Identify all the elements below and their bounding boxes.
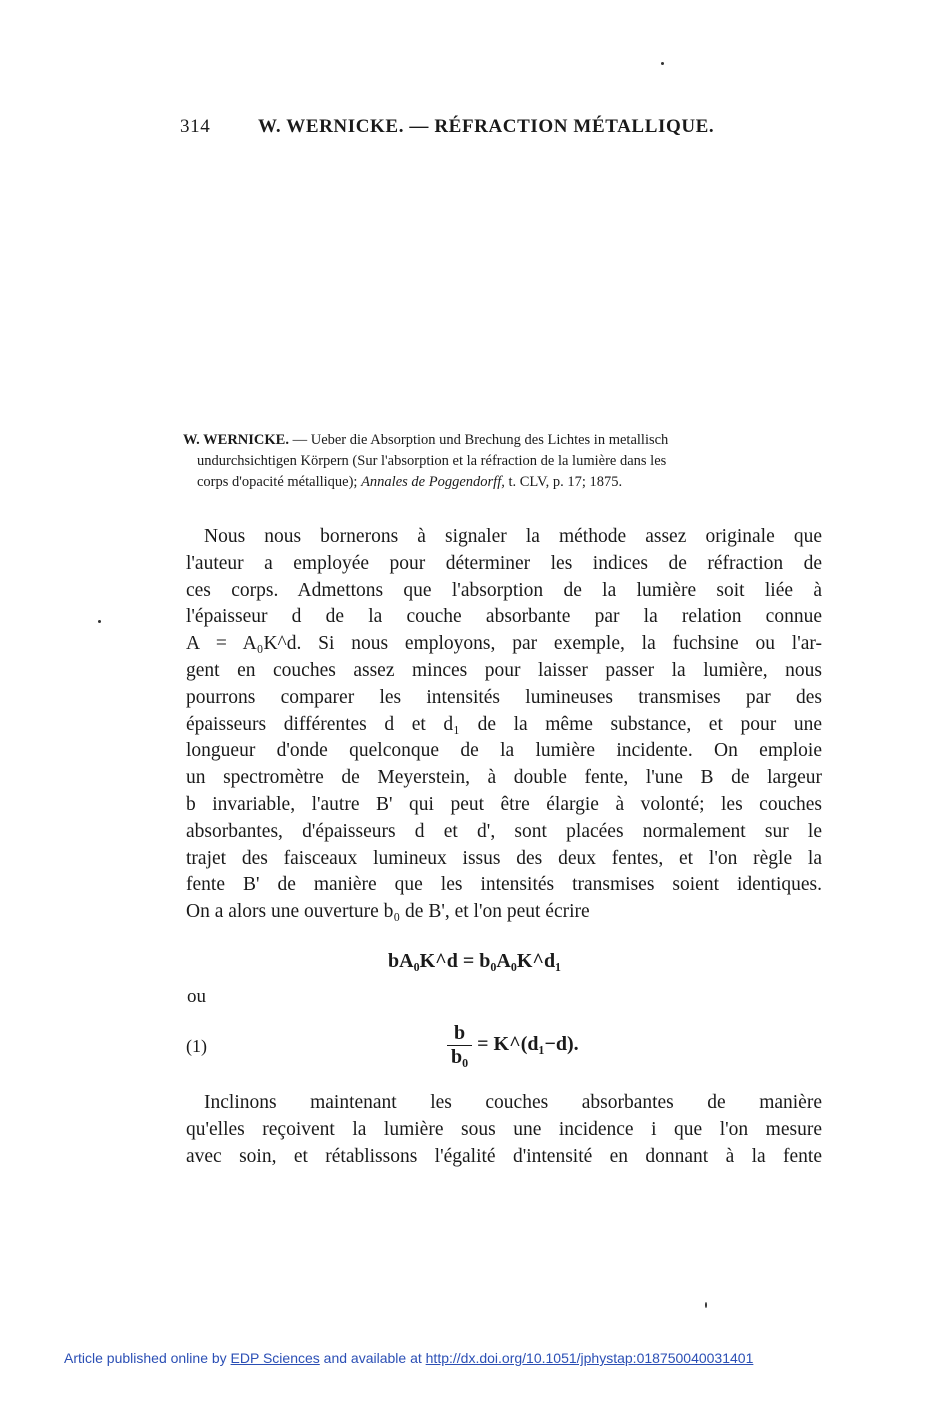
- text-line: absorbantes, d'épaisseurs d et d', sont placées normalement sur le: [186, 820, 822, 842]
- publisher-link[interactable]: EDP Sciences: [230, 1350, 320, 1366]
- fraction: [447, 1022, 472, 1069]
- reference-journal: Annales de Poggendorff,: [361, 474, 505, 490]
- text-line: qu'elles reçoivent la lumière sous une incidence i que l'on mesure: [186, 1118, 822, 1140]
- text-line: On a alors une ouverture b₀ de B', et l'on peut écrire: [186, 901, 590, 923]
- fraction-denominator: b₀: [451, 1046, 469, 1068]
- text-line: longueur d'onde quelconque de la lumière incidente. On emploie: [186, 740, 822, 762]
- running-title: W. WERNICKE. — RÉFRACTION MÉTALLIQUE.: [258, 116, 715, 137]
- equation-1: bA₀K^d = b₀A₀K^d₁: [388, 950, 562, 972]
- footer-prefix: Article published online by: [64, 1350, 231, 1366]
- doi-link[interactable]: http://dx.doi.org/10.1051/jphystap:018750040031401: [425, 1350, 754, 1366]
- text-line: Nous nous bornerons à signaler la méthode assez originale que: [204, 526, 822, 547]
- text-line: avec soin, et rétablissons l'égalité d'intensité en donnant à la fente: [186, 1145, 822, 1167]
- reference-title-line2: undurchsichtigen Körpern (Sur l'absorption et la réfraction de la lumière dans les: [197, 453, 667, 469]
- text-line: l'épaisseur d de la couche absorbante par la relation connue: [186, 606, 822, 628]
- text-line: gent en couches assez minces pour laisser passer la lumière, nous: [186, 659, 822, 681]
- reference-title-line3: corps d'opacité métallique);: [197, 474, 362, 490]
- footer-middle: and available at: [319, 1350, 426, 1366]
- text-line: Inclinons maintenant les couches absorbantes de manière: [204, 1092, 822, 1113]
- text-line: épaisseurs différentes d et d₁ de la même substance, et pour une: [186, 713, 822, 735]
- equation-rhs: = K^(d₁−d).: [477, 1033, 579, 1056]
- equation-2: [447, 1022, 579, 1069]
- text-line: fente B' de manière que les intensités transmises soient identiques.: [186, 874, 822, 896]
- text-line: l'auteur a employée pour déterminer les indices de réfraction de: [186, 552, 822, 574]
- text-line: A = A₀K^d. Si nous employons, par exemple, la fuchsine ou l'ar-: [186, 633, 822, 655]
- publication-footer: [64, 1350, 753, 1366]
- scan-speck: [98, 620, 101, 623]
- equation-number: (1): [186, 1036, 207, 1056]
- page-number: 314: [180, 116, 211, 137]
- scan-speck: [661, 62, 664, 65]
- text-line: ces corps. Admettons que l'absorption de la lumière soit liée à: [186, 579, 822, 601]
- scan-speck: [705, 1302, 707, 1308]
- paragraph-1: [186, 524, 822, 926]
- text-line: un spectromètre de Meyerstein, à double fente, l'une B de largeur: [186, 767, 822, 789]
- fraction-numerator: b: [447, 1022, 472, 1046]
- text-line: pourrons comparer les intensités lumineuses transmises par des: [186, 686, 822, 708]
- reference-citation: t. CLV, p. 17; 1875.: [504, 474, 623, 490]
- bibliographic-reference: [183, 430, 823, 493]
- reference-author: W. WERNICKE.: [183, 432, 289, 448]
- text-line: b invariable, l'autre B' qui peut être élargie à volonté; les couches: [186, 793, 822, 815]
- connector-word: ou: [187, 986, 206, 1007]
- running-header: [180, 116, 714, 138]
- paragraph-2: [186, 1090, 822, 1170]
- text-line: trajet des faisceaux lumineux issus des deux fentes, et l'on règle la: [186, 847, 822, 869]
- reference-title-line1: — Ueber die Absorption und Brechung des Lichtes in metallisch: [288, 432, 669, 448]
